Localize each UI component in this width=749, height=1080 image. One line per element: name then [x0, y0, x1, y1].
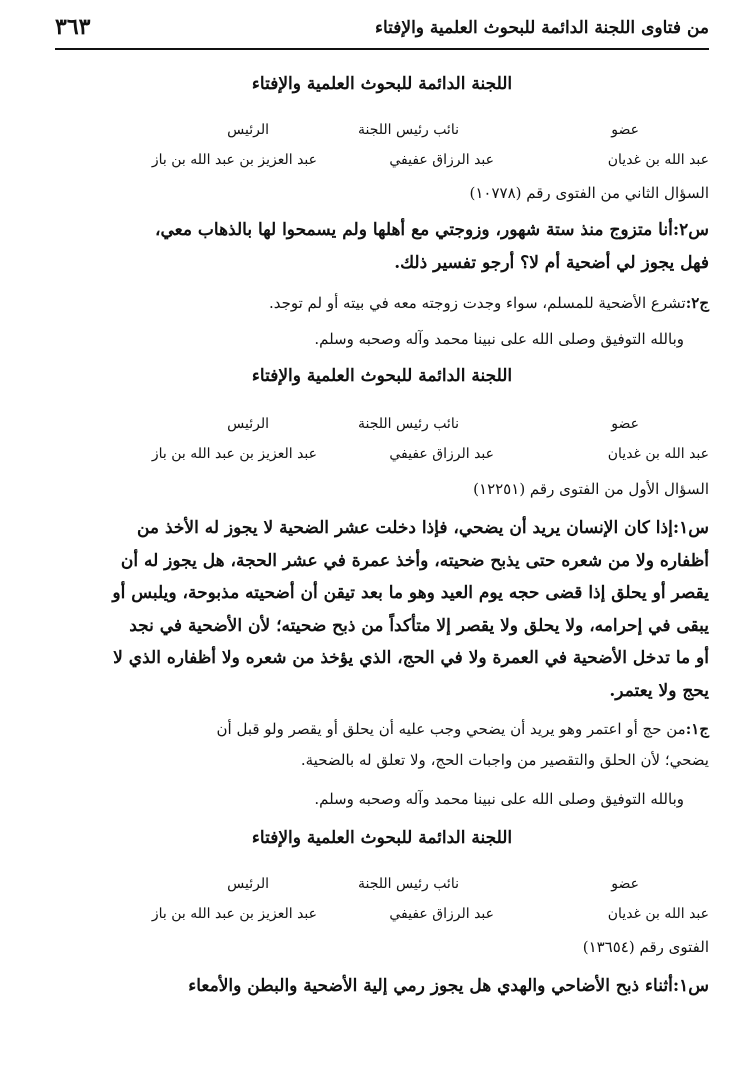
answer — [55, 288, 709, 319]
answer-line: من حج أو اعتمر وهو يريد أن يضحي وجب عليه أن يحلق أو يقصر ولو قبل أن — [216, 720, 686, 738]
committee-title: اللجنة الدائمة للبحوث العلمية والإفتاء — [251, 74, 513, 94]
question-line: أنا متزوج منذ ستة شهور، وزوجتي مع أهلها ولم يسمحوا لها بالذهاب معي، — [155, 220, 673, 240]
chair-name: عبد العزيز بن عبد الله بن باز — [151, 906, 317, 922]
member-title: عضو — [611, 416, 639, 432]
member-title: عضو — [611, 876, 639, 892]
committee-title: اللجنة الدائمة للبحوث العلمية والإفتاء — [251, 828, 513, 848]
vice-chair-name: عبد الرزاق عفيفي — [389, 446, 494, 462]
closing-prayer: وبالله التوفيق وصلى الله على نبينا محمد وآله وصحبه وسلم. — [314, 330, 684, 348]
question-label: س٢: — [672, 220, 709, 240]
answer-label: ج١: — [685, 720, 709, 738]
chair-name: عبد العزيز بن عبد الله بن باز — [151, 152, 317, 168]
member-name: عبد الله بن غديان — [607, 446, 709, 462]
answer-label: ج٢: — [685, 294, 709, 312]
question-line: أثناء ذبح الأضاحي والهدي هل يجوز رمي إلية الأضحية والبطن والأمعاء — [188, 976, 673, 996]
signature-names — [55, 152, 709, 174]
question — [55, 512, 709, 707]
signature-names — [55, 446, 709, 468]
vice-chair-title: نائب رئيس اللجنة — [358, 876, 459, 892]
chair-title: الرئيس — [227, 416, 269, 432]
vice-chair-name: عبد الرزاق عفيفي — [389, 906, 494, 922]
page-number: ٣٦٣ — [55, 14, 91, 40]
signature-names — [55, 906, 709, 928]
chair-title: الرئيس — [227, 876, 269, 892]
running-title: من فتاوى اللجنة الدائمة للبحوث العلمية والإفتاء — [374, 18, 709, 38]
vice-chair-name: عبد الرزاق عفيفي — [389, 152, 494, 168]
vice-chair-title: نائب رئيس اللجنة — [358, 416, 459, 432]
fatwa-reference: السؤال الثاني من الفتوى رقم (١٠٧٧٨) — [469, 184, 709, 202]
question-line: يقصر أو يحلق إذا قضى حجه يوم العيد وهو ما بعد تيقن أن أضحيته مذبوحة، ويلبس أو — [112, 583, 709, 603]
question-label: س١: — [672, 518, 709, 538]
signature-titles — [55, 122, 709, 144]
question-line: أظفاره ولا من شعره حتى يذبح ضحيته، وأخذ عمرة في عشر الحجة، هل يجوز له أن — [120, 550, 709, 571]
chair-title: الرئيس — [227, 122, 269, 138]
question-line: إذا كان الإنسان يريد أن يضحي، فإذا دخلت عشر الضحية لا يجوز له الأخذ من — [136, 518, 673, 538]
member-title: عضو — [611, 122, 639, 138]
question — [55, 970, 709, 1003]
question — [55, 214, 709, 279]
answer-line: يضحي؛ لأن الحلق والتقصير من واجبات الحج، ولا تعلق له بالضحية. — [300, 751, 709, 769]
answer-line: تشرع الأضحية للمسلم، سواء وجدت زوجته معه في بيته أو لم توجد. — [268, 294, 686, 312]
vice-chair-title: نائب رئيس اللجنة — [358, 122, 459, 138]
page-header — [55, 14, 709, 50]
question-line: أو ما تدخل الأضحية في العمرة ولا في الحج، الذي يؤخذ من شعره ولا أظفاره الذي لا — [113, 648, 709, 668]
question-label: س١: — [672, 976, 709, 996]
committee-title: اللجنة الدائمة للبحوث العلمية والإفتاء — [251, 366, 513, 386]
signature-titles — [55, 416, 709, 438]
member-name: عبد الله بن غديان — [607, 906, 709, 922]
closing-prayer: وبالله التوفيق وصلى الله على نبينا محمد وآله وصحبه وسلم. — [314, 790, 684, 808]
member-name: عبد الله بن غديان — [607, 152, 709, 168]
fatwa-reference: الفتوى رقم (١٣٦٥٤) — [582, 938, 709, 956]
question-line: يحج ولا يعتمر. — [609, 680, 709, 701]
signature-titles — [55, 876, 709, 898]
fatwa-reference: السؤال الأول من الفتوى رقم (١٢٢٥١) — [473, 480, 709, 498]
question-line: يبقى في إحرامه، ولا يحلق ولا يقصر إلا متأكداً من ذبح ضحيته؛ لأن الأضحية في نجد — [129, 615, 709, 636]
chair-name: عبد العزيز بن عبد الله بن باز — [151, 446, 317, 462]
answer — [55, 714, 709, 776]
question-line: فهل يجوز لي أضحية أم لا؟ أرجو تفسير ذلك. — [394, 252, 709, 273]
